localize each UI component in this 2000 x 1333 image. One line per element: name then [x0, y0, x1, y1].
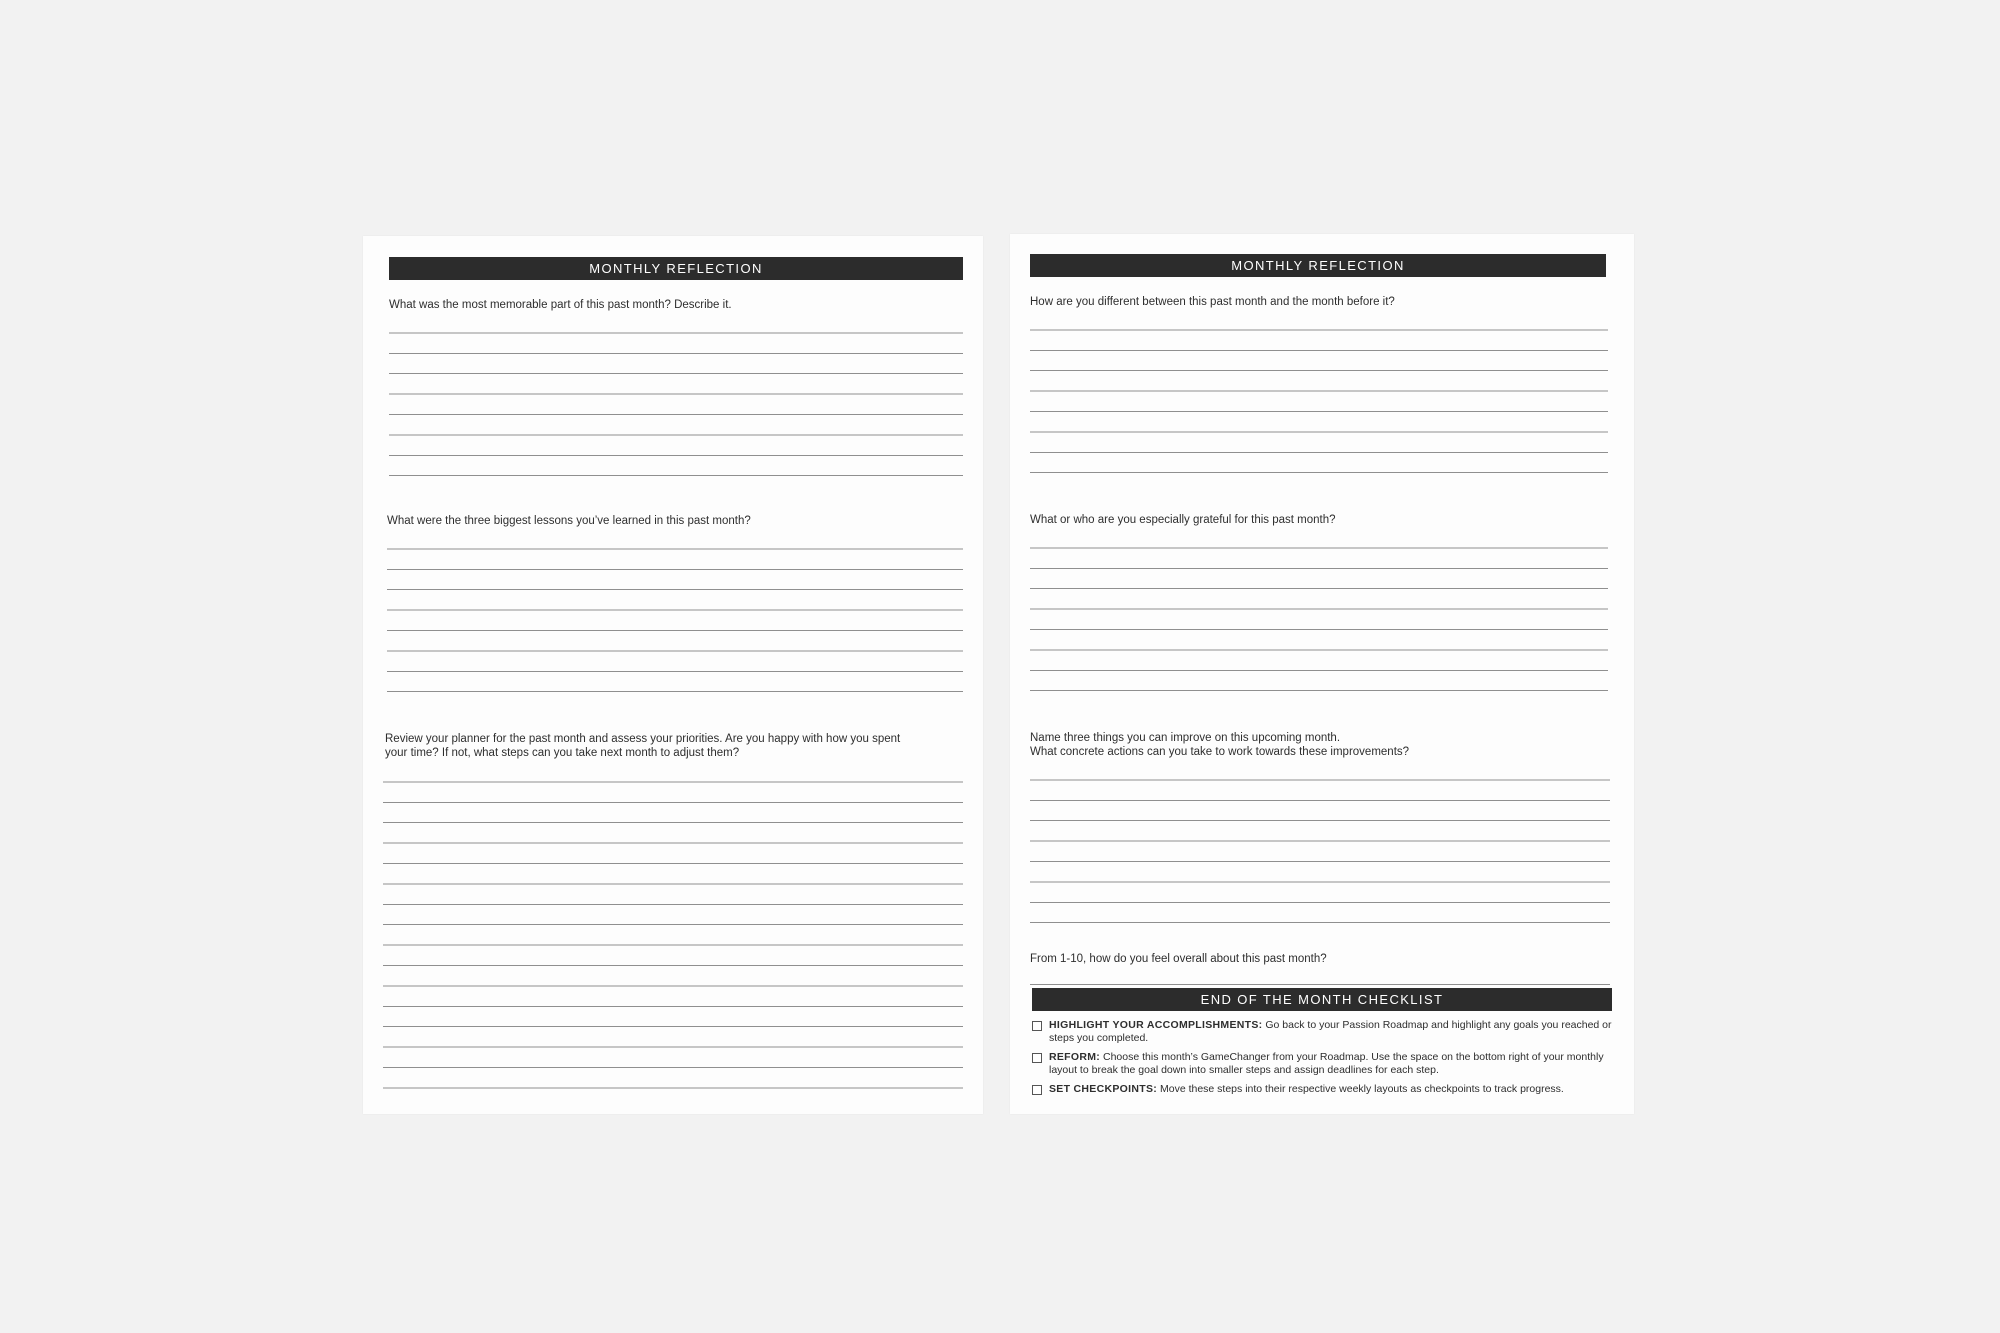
end-of-month-checklist-header: END OF THE MONTH CHECKLIST — [1032, 988, 1612, 1011]
checklist-item-text — [1049, 1019, 1612, 1045]
checklist-item-label: HIGHLIGHT YOUR ACCOMPLISHMENTS: — [1049, 1019, 1263, 1031]
checklist-item-text — [1049, 1051, 1612, 1077]
question-improve: Name three things you can improve on this upcoming month. What concrete actions can you take to work towards these improvements? — [1030, 732, 1410, 758]
checklist-item — [1032, 1083, 1612, 1097]
checklist-item — [1032, 1019, 1612, 1045]
checklist-item-description: Move these steps into their respective weekly layouts as checkpoints to track progress. — [1157, 1083, 1564, 1095]
monthly-reflection-header: MONTHLY REFLECTION — [1030, 254, 1606, 277]
checkbox[interactable] — [1032, 1021, 1042, 1031]
checklist-item-label: REFORM: — [1049, 1051, 1101, 1063]
checkbox[interactable] — [1032, 1085, 1042, 1095]
checklist-item-text — [1049, 1083, 1612, 1096]
writing-lines-lessons[interactable] — [387, 529, 963, 693]
writing-lines-improve[interactable] — [1030, 760, 1610, 924]
checkbox[interactable] — [1032, 1053, 1042, 1063]
checklist-item-label: SET CHECKPOINTS: — [1049, 1083, 1158, 1095]
writing-lines-grateful[interactable] — [1030, 528, 1608, 692]
question-grateful: What or who are you especially grateful for this past month? — [1030, 514, 1336, 526]
checklist-item — [1032, 1051, 1612, 1077]
checklist-item-description: Go back to your Passion Roadmap and highlight any goals you reached or steps you completed. — [1049, 1019, 1612, 1044]
question-memorable-part: What was the most memorable part of this past month? Describe it. — [389, 299, 732, 311]
question-rating: From 1-10, how do you feel overall about this past month? — [1030, 953, 1327, 965]
writing-lines-different[interactable] — [1030, 310, 1608, 474]
left-planner-page — [363, 236, 983, 1114]
checklist-item-description: Choose this month’s GameChanger from your Roadmap. Use the space on the bottom right of your monthly layout to break the goal down into smaller steps and assign deadlines for each step. — [1049, 1051, 1604, 1076]
question-review-planner: Review your planner for the past month and assess your priorities. Are you happy with how you spent your time? If not, what steps can you take next month to adjust them? — [385, 733, 901, 759]
right-planner-page — [1010, 234, 1634, 1114]
writing-lines-review[interactable] — [383, 762, 963, 1090]
question-how-different: How are you different between this past month and the month before it? — [1030, 296, 1395, 308]
rating-line[interactable] — [1030, 984, 1610, 985]
monthly-reflection-header: MONTHLY REFLECTION — [389, 257, 963, 280]
question-biggest-lessons: What were the three biggest lessons you’ve learned in this past month? — [387, 515, 751, 527]
writing-lines-memorable[interactable] — [389, 313, 963, 477]
